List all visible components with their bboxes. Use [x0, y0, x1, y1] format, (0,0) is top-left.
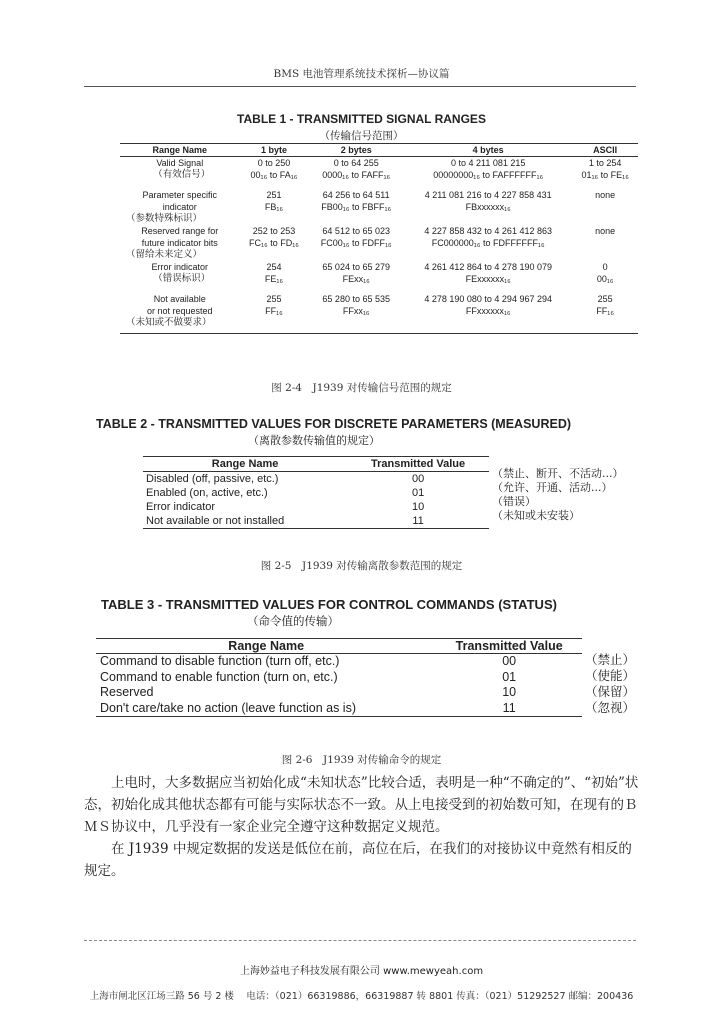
- t1-row-reserved-hex: [120, 237, 638, 249]
- paragraph: 在 J1939 中规定数据的发送是低位在前，高位在后，在我们的对接协议中竟然有相反的规定。: [84, 841, 632, 879]
- t3-note: （使能）: [585, 668, 636, 683]
- t3-range-name: Command to enable function (turn on, etc.): [100, 669, 338, 684]
- t1-range-name-2: future indicator bits: [141, 238, 218, 248]
- t1-row-error: [120, 261, 638, 273]
- t1-2bytes: 64 256 to 64 511: [322, 190, 390, 200]
- t3-value: 11: [436, 701, 582, 717]
- t1-row-parameter-specific-hex: [120, 201, 638, 213]
- t3-range-name: Reserved: [100, 685, 154, 699]
- t1-4bytes-hex: FBxxxxxx₁₆: [465, 202, 511, 212]
- t2-range-name: Not available or not installed: [143, 514, 347, 529]
- t2-note: （允许、开通、活动...）: [492, 481, 613, 494]
- t3-col-range-name: Range Name: [96, 639, 436, 654]
- t1-1byte: 0 to 250: [257, 158, 291, 168]
- body-text: [84, 772, 640, 882]
- t2-note: （禁止、断开、不活动...）: [492, 467, 624, 480]
- t3-range-name: Command to disable function (turn off, etc.): [100, 654, 340, 668]
- t1-ascii: none: [595, 226, 616, 236]
- t1-range-name: Reserved range for: [141, 226, 219, 236]
- footer-rule: [84, 940, 636, 941]
- t1-4bytes: 4 227 858 432 to 4 261 412 863: [424, 226, 552, 236]
- figure-2-5-caption: 图 2-5 J1939 对传输离散参数范围的规定: [260, 560, 463, 572]
- t1-ascii: 255: [597, 294, 613, 304]
- t1-col-2bytes: 2 bytes: [308, 144, 404, 157]
- t3-note: （忽视）: [585, 700, 636, 715]
- t1-range-name-2: indicator: [162, 202, 197, 212]
- t1-1byte-hex: 00₁₆ to FA₁₆: [250, 170, 298, 180]
- t1-row-not-available-zh: [120, 317, 638, 334]
- t1-2bytes-hex: 0000₁₆ to FAFF₁₆: [322, 170, 391, 180]
- t1-ascii-hex: FF₁₆: [596, 306, 614, 316]
- t2-range-name: Disabled (off, passive, etc.): [146, 473, 279, 485]
- t1-2bytes: 65 024 to 65 279: [322, 262, 390, 272]
- table2: [143, 456, 489, 529]
- t1-4bytes: 4 211 081 216 to 4 227 858 431: [424, 190, 552, 200]
- t1-row-valid-signal: [120, 157, 638, 170]
- t1-2bytes-hex: FB00₁₆ to FBFF₁₆: [321, 202, 392, 212]
- t1-row-parameter-specific-zh: [120, 213, 638, 225]
- t1-4bytes-hex: 00000000₁₆ to FAFFFFFF₁₆: [433, 170, 544, 180]
- t1-1byte-hex: FE₁₆: [264, 274, 284, 284]
- t1-2bytes-hex: FExx₁₆: [342, 274, 370, 284]
- table2-title: TABLE 2 - TRANSMITTED VALUES FOR DISCRETE PARAMETERS (MEASURED): [96, 417, 572, 431]
- table-row: [96, 701, 582, 717]
- t3-note: （禁止）: [585, 652, 636, 667]
- table3-subtitle: （命令值的传输）: [247, 614, 339, 628]
- table-row: [96, 685, 582, 701]
- t2-range-name: Error indicator: [146, 501, 216, 513]
- t3-value: 00: [502, 654, 517, 668]
- t1-4bytes-hex: FFxxxxxx₁₆: [465, 306, 511, 316]
- t1-col-range-name: Range Name: [120, 144, 240, 157]
- footer-address: 上海市闸北区江场三路 56 号 2 楼 电话：（021）66319886，66319887 转 8801 传真：（021）51292527 邮编：200436: [89, 991, 634, 1002]
- t3-col-transmitted-value: Transmitted Value: [436, 639, 582, 654]
- footer-company: 上海妙益电子科技发展有限公司 www.mewyeah.com: [239, 966, 484, 977]
- t1-4bytes: 4 278 190 080 to 4 294 967 294: [424, 294, 552, 304]
- t3-value: 10: [502, 685, 517, 699]
- t1-range-name-zh: （留给未来定义）: [126, 249, 203, 260]
- t1-1byte: 255: [266, 294, 282, 304]
- t1-col-4bytes: 4 bytes: [404, 144, 572, 157]
- t1-ascii: 1 to 254: [588, 158, 622, 168]
- t1-range-name-zh: （未知或不做要求）: [120, 317, 240, 334]
- header-rule: [84, 86, 636, 87]
- t1-row-not-available: [120, 285, 638, 305]
- paragraph: 上电时，大多数据应当初始化成“未知状态”比较合适，表明是一种“不确定的”、“初始”状态，初始化成其他状态都有可能与实际状态不一致。从上电接受到的初始数可知，在现有的ＢＭＳ协议中，几乎没有一家企业完全遵守这种数据定义规范。: [84, 775, 639, 835]
- t1-1byte: 254: [266, 262, 282, 272]
- t1-2bytes: 0 to 64 255: [333, 158, 379, 168]
- t2-value: 00: [411, 473, 425, 485]
- table-row: [143, 472, 489, 487]
- t3-value: 01: [502, 669, 517, 684]
- t1-4bytes: 0 to 4 211 081 215: [450, 158, 526, 168]
- table1: [120, 143, 638, 334]
- t1-2bytes-hex: FFxx₁₆: [342, 306, 370, 316]
- t1-range-name: Parameter specific: [142, 190, 218, 200]
- t2-value: 10: [411, 501, 425, 513]
- t1-4bytes-hex: FC000000₁₆ to FDFFFFFF₁₆: [431, 238, 545, 248]
- t1-1byte: 251: [266, 190, 282, 200]
- page-header: BMS 电池管理系统技术探析—协议篇: [273, 68, 450, 80]
- t1-ascii-hex: [572, 237, 638, 249]
- t2-col-transmitted-value: Transmitted Value: [347, 457, 489, 472]
- t2-value: 01: [411, 487, 425, 499]
- t1-row-error-hex: [120, 273, 638, 285]
- t1-range-name-zh: （参数特殊标识）: [126, 213, 203, 224]
- t2-value: 11: [347, 514, 489, 529]
- t2-range-name: Enabled (on, active, etc.): [146, 487, 268, 499]
- t1-row-reserved: [120, 225, 638, 237]
- table2-notes: [492, 467, 624, 523]
- table1-title: TABLE 1 - TRANSMITTED SIGNAL RANGES: [237, 112, 486, 126]
- t1-4bytes: 4 261 412 864 to 4 278 190 079: [424, 262, 552, 272]
- t1-ascii: none: [595, 190, 616, 200]
- t1-2bytes-hex: FC00₁₆ to FDFF₁₆: [320, 238, 392, 248]
- t1-range-name: Not available: [153, 294, 206, 304]
- t3-note: （保留）: [585, 684, 636, 699]
- t2-note: （未知或未安装）: [492, 509, 580, 522]
- table3: [96, 638, 582, 717]
- table3-notes: [585, 652, 635, 716]
- table1-subtitle: （传输信号范围）: [319, 130, 404, 142]
- figure-2-6-caption: 图 2-6 J1939 对传输命令的规定: [281, 754, 442, 766]
- table-row: [143, 514, 489, 529]
- figure-2-4-caption: 图 2-4 J1939 对传输信号范围的规定: [271, 382, 452, 394]
- t1-range-name-2: or not requested: [147, 306, 213, 316]
- t1-range-name: Valid Signal: [156, 158, 204, 168]
- t1-range-name-zh: （有效信号）: [153, 169, 211, 180]
- t1-ascii-hex: 00₁₆: [596, 274, 614, 284]
- t1-2bytes: 65 280 to 65 535: [322, 294, 390, 304]
- t2-note: （错误）: [492, 495, 536, 508]
- t1-1byte: 252 to 253: [252, 226, 296, 236]
- t1-1byte-hex: FC₁₆ to FD₁₆: [249, 238, 299, 248]
- t1-ascii-hex: 01₁₆ to FE₁₆: [581, 170, 629, 180]
- t1-2bytes: 64 512 to 65 023: [322, 226, 390, 236]
- t1-1byte-hex: FB₁₆: [264, 202, 284, 212]
- t1-col-ascii: ASCII: [572, 144, 638, 157]
- t2-col-range-name: Range Name: [143, 457, 347, 472]
- table-row: [143, 500, 489, 514]
- t1-row-not-available-hex: [120, 305, 638, 317]
- table-row: [96, 670, 582, 686]
- table-row: [96, 654, 582, 670]
- table3-title: TABLE 3 - TRANSMITTED VALUES FOR CONTROL COMMANDS (STATUS): [101, 597, 557, 612]
- t1-row-reserved-zh: [120, 249, 638, 261]
- table-row: [143, 486, 489, 500]
- t1-range-name: Error indicator: [151, 262, 209, 272]
- t1-row-valid-signal-hex: [120, 169, 638, 181]
- t1-row-parameter-specific: [120, 181, 638, 201]
- t1-range-name-zh: （错误标识）: [153, 273, 211, 284]
- table2-subtitle: （离散参数传输值的规定）: [248, 434, 380, 447]
- t1-ascii-hex: [572, 201, 638, 213]
- t1-col-1byte: 1 byte: [240, 144, 309, 157]
- t1-ascii: 0: [602, 262, 608, 272]
- t1-4bytes-hex: FExxxxxx₁₆: [465, 274, 511, 284]
- t3-range-name: Don't care/take no action (leave function as is): [96, 701, 436, 717]
- t1-1byte-hex: FF₁₆: [265, 306, 283, 316]
